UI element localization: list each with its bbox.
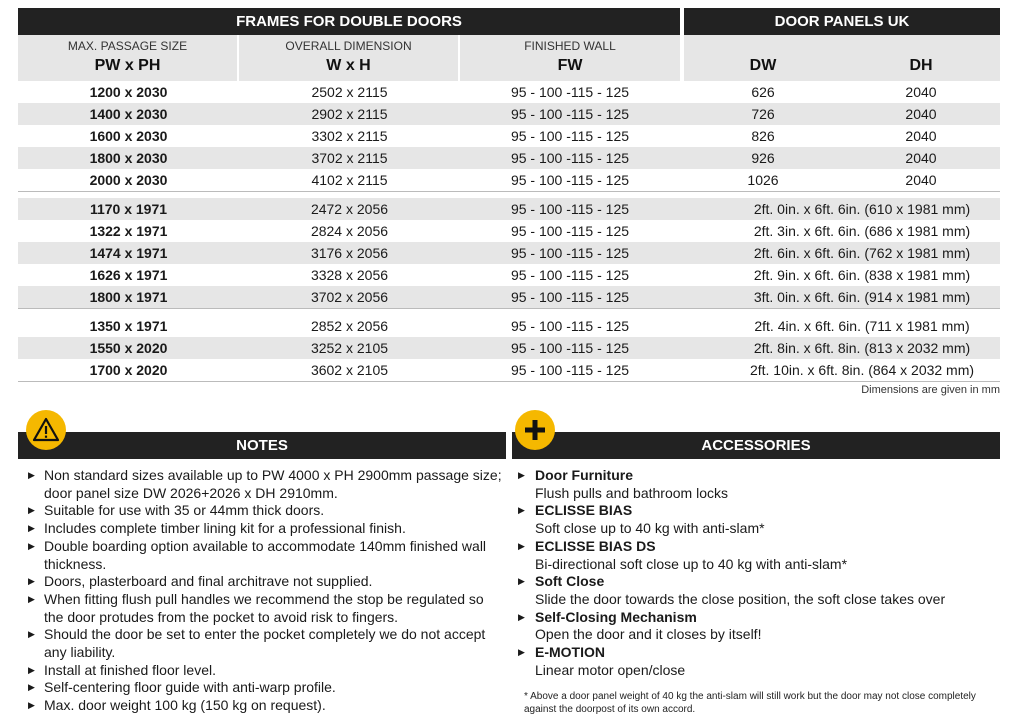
table-row: 1200 x 2030 2502 x 2115 95 - 100 -115 - 125 626 2040	[89, 84, 937, 100]
list-item: ▶ Max. door weight 100 kg (150 kg on request).	[26, 697, 504, 715]
footnote: * Above a door panel weight of 40 kg the anti-slam will still work but the door may not close completely against the doorpost of its own accord.	[524, 691, 976, 715]
table-group-2	[18, 198, 1000, 308]
table-group-header	[18, 8, 1000, 35]
table-row: 1800 x 1971 3702 x 2056 95 - 100 -115 - 125 3ft. 0in. x 6ft. 6in. (914 x 1981 mm)	[18, 286, 1000, 308]
notes-list	[26, 467, 504, 715]
spec-table	[18, 8, 1000, 382]
column-headers	[18, 35, 1000, 81]
col-wh: OVERALL DIMENSION W x H	[239, 35, 460, 81]
list-item: ▶ Self-Closing Mechanism Open the door and it closes by itself!	[518, 609, 998, 644]
list-item: ▶ Door Furniture Flush pulls and bathroom locks	[518, 467, 998, 502]
table-row: 1400 x 2030 2902 x 2115 95 - 100 -115 - 125 726 2040	[18, 103, 1000, 125]
table-row: 1600 x 2030 3302 x 2115 95 - 100 -115 - 125 826 2040	[89, 128, 937, 144]
table-row: 1626 x 1971 3328 x 2056 95 - 100 -115 - 125 2ft. 9in. x 6ft. 6in. (838 x 1981 mm)	[89, 267, 971, 283]
list-item: ▶ Should the door be set to enter the pocket completely we do not accept any liability.	[26, 626, 504, 661]
table-row: 1322 x 1971 2824 x 2056 95 - 100 -115 - 125 2ft. 3in. x 6ft. 6in. (686 x 1981 mm)	[89, 223, 971, 239]
list-item: ▶ Self-centering floor guide with anti-warp profile.	[26, 679, 504, 697]
frames-header: FRAMES FOR DOUBLE DOORS	[18, 8, 680, 35]
table-row: 1170 x 1971 2472 x 2056 95 - 100 -115 - 125 2ft. 0in. x 6ft. 6in. (610 x 1981 mm)	[18, 198, 1000, 220]
list-item: ▶ Doors, plasterboard and final architrave not supplied.	[26, 573, 504, 591]
table-row: 1550 x 2020 3252 x 2105 95 - 100 -115 - 125 2ft. 8in. x 6ft. 8in. (813 x 2032 mm)	[18, 337, 1000, 359]
list-item: ▶ Soft Close Slide the door towards the close position, the soft close takes over	[518, 573, 998, 608]
col-dw: DW	[749, 57, 777, 74]
col-pwph: MAX. PASSAGE SIZE PW x PH	[18, 35, 239, 81]
plus-icon	[515, 410, 555, 450]
table-row: 1474 x 1971 3176 x 2056 95 - 100 -115 - 125 2ft. 6in. x 6ft. 6in. (762 x 1981 mm)	[18, 242, 1000, 264]
table-row: 1800 x 2030 3702 x 2115 95 - 100 -115 - 125 926 2040	[18, 147, 1000, 169]
warning-icon	[26, 410, 66, 450]
list-item: ▶ Includes complete timber lining kit for a professional finish.	[26, 520, 504, 538]
list-item: ▶ E-MOTION Linear motor open/close	[518, 644, 998, 679]
notes-header: NOTES	[18, 432, 506, 459]
accessories-list	[518, 467, 998, 679]
list-item: ▶ When fitting flush pull handles we recommend the stop be regulated so the door protudes from the pocket to avoid risk to fingers.	[26, 591, 504, 626]
list-item: ▶ Suitable for use with 35 or 44mm thick doors.	[26, 502, 504, 520]
col-fw: FINISHED WALL FW	[524, 39, 616, 74]
table-row: 2000 x 2030 4102 x 2115 95 - 100 -115 - 125 1026 2040	[89, 172, 937, 188]
list-item: ▶ Non standard sizes available up to PW 4000 x PH 2900mm passage size; door panel size DW 2026+2026 x DH 2910mm.	[26, 467, 504, 502]
list-item: ▶ Install at finished floor level.	[26, 662, 504, 680]
list-item: ▶ ECLISSE BIAS DS Bi-directional soft close up to 40 kg with anti-slam*	[518, 538, 998, 573]
table-row: 1350 x 1971 2852 x 2056 95 - 100 -115 - 125 2ft. 4in. x 6ft. 6in. (711 x 1981 mm)	[89, 318, 970, 334]
table-group-3	[18, 315, 1000, 381]
table-row: 1700 x 2020 3602 x 2105 95 - 100 -115 - 125 2ft. 10in. x 6ft. 8in. (864 x 2032 mm)	[89, 362, 975, 378]
col-dh: DH	[909, 57, 933, 74]
list-item: ▶ Double boarding option available to accommodate 140mm finished wall thickness.	[26, 538, 504, 573]
table-group-1	[18, 81, 1000, 191]
list-item: ▶ ECLISSE BIAS Soft close up to 40 kg with anti-slam*	[518, 502, 998, 537]
dimensions-note: Dimensions are given in mm	[861, 384, 1000, 396]
panels-header: DOOR PANELS UK	[684, 8, 1000, 35]
accessories-header: ACCESSORIES	[512, 432, 1000, 459]
